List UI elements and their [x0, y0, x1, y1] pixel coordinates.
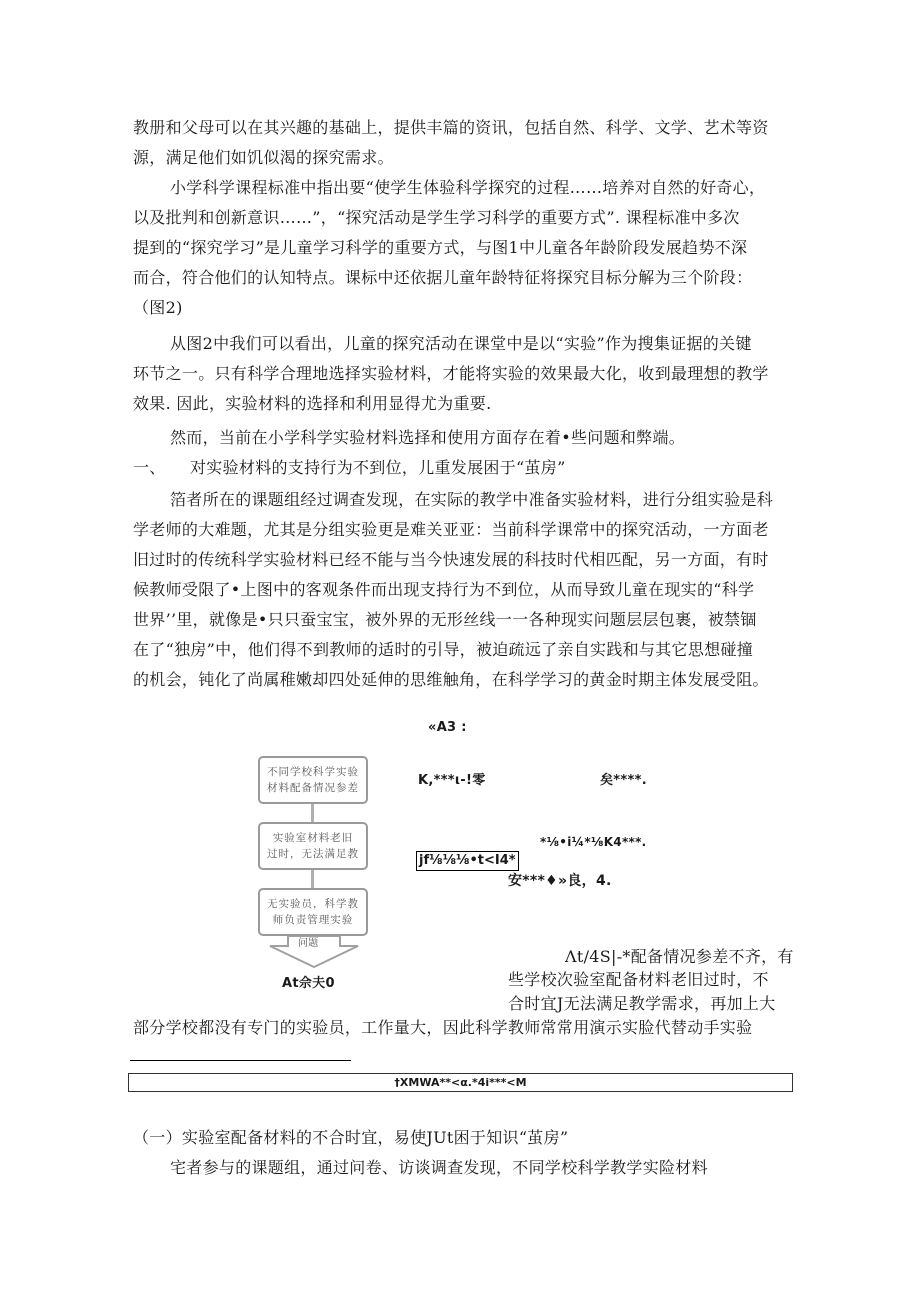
footnote-rule	[130, 1060, 351, 1061]
para3-line1: 从图2中我们可以看出，儿童的探究活动在课堂中是以“实验”作为搜集证据的关键	[170, 334, 752, 353]
para5-line7: 的机会，钝化了尚属稚嫩却四处延伸的思维触角，在科学学习的黄金时期主体发展受阻。	[133, 670, 769, 689]
flow-box-3	[258, 888, 368, 936]
para1-line2: 源，满足他们如饥似渴的探究需求。	[133, 148, 394, 167]
para4: 然而，当前在小学科学实验材料选择和使用方面存在着•些问题和弊端。	[170, 428, 686, 447]
flow-connector-2	[311, 870, 314, 888]
para2-line3: 提到的“探究学习”是儿童学习科学的重要方式，与图1中儿童各年龄阶段发展趋势不深	[133, 238, 748, 257]
flow-box-2	[258, 822, 368, 870]
flow-box-1	[258, 756, 368, 804]
para2-line4: 而合，符合他们的认知特点。课标中还依据儿童年龄特征将探究目标分解为三个阶段：	[133, 268, 753, 287]
footer-frame	[128, 1073, 793, 1092]
para7: 宅者参与的课题组，通过问卷、访谈调查发现，不同学校科学教学实险材料	[170, 1158, 708, 1177]
para2-line2: 以及批判和创新意识……”，“探究活动是学生学习科学的重要方式”. 课程标准中多次	[133, 208, 740, 227]
flow-bottom-label: At佘夫0	[282, 976, 335, 991]
wrap-line-2: 些学校次验室配备材料老旧过时，不	[508, 970, 769, 989]
flow-box-2-line2: 过时，无法满足教	[267, 848, 359, 860]
garbled-text-4: jf⅛⅛⅛•t<I4*	[416, 851, 519, 871]
wrap-line-1: Λt/4S|-*配备情况参差不齐，有	[565, 947, 794, 966]
para2-line5: （图2)	[133, 298, 183, 317]
para5-line2: 学老师的大难题，尤其是分组实验更是难关亚亚：当前科学课常中的探究活动，一方面老	[133, 520, 769, 539]
heading1-text: 对实验材料的支持行为不到位，儿重发展困于“茧房”	[190, 458, 566, 477]
flow-box-2-line1: 实验室材料老旧	[272, 832, 354, 844]
garbled-text-2: 矣****.	[600, 773, 647, 788]
para5-line5: 世界’’里，就像是•只只蚕宝宝，被外界的无形丝线一一各种现实问题层层包裹，被禁锢	[133, 610, 757, 629]
flow-arrow-label: 问题	[298, 938, 319, 949]
para5-line3: 旧过时的传统科学实验材料已经不能与当今快速发展的科技时代相匹配，另一方面，有时	[133, 550, 769, 569]
para6-last-line: 部分学校都没有专门的实验员，工作量大，因此科学教师常常用演示实脸代替动手实验	[133, 1018, 753, 1037]
garbled-text-3: *⅛•i¼*⅛K4***.	[540, 835, 647, 849]
flow-box-1-line2: 材料配备情况参差	[267, 782, 359, 794]
flow-box-3-line2: 师负责管理实验	[272, 914, 354, 926]
heading1-number: 一、	[133, 458, 166, 477]
para5-line6: 在了“独房”中，他们得不到教师的适时的引导，被迫疏远了亲自实践和与其它思想碰撞	[133, 640, 754, 659]
flow-connector-1	[311, 804, 314, 822]
garbled-text-5: 安***♦»良，4.	[508, 873, 612, 889]
para1-line1: 教册和父母可以在其兴趣的基础上，提供丰篇的资讯，包括自然、科学、文学、艺术等资	[133, 118, 769, 137]
footer-frame-text: †XMWA**<α.*4i***<M	[394, 1076, 527, 1089]
subheading: （一）实验室配备材料的不合时宜，易使JUt困于知识“茧房”	[133, 1128, 569, 1147]
para2-line1: 小学科学课程标准中指出要“使学生体验科学探究的过程……培养对自然的好奇心，	[170, 178, 766, 197]
para3-line2: 环节之一。只有科学合理地选择实验材料，才能将实验的效果最大化，收到最理想的教学	[133, 364, 769, 383]
flow-box-1-line1: 不同学校科学实验	[267, 766, 359, 778]
para5-line1: 箔者所在的课题组经过调查发现，在实际的教学中准备实验材料，进行分组实验是科	[170, 490, 774, 509]
figure-caption: «A3 :	[428, 720, 467, 735]
flow-box-3-line1: 无实验员，科学教	[267, 898, 359, 910]
para3-line3: 效果. 因此，实验材料的选择和利用显得尤为重要.	[133, 394, 492, 413]
para5-line4: 候教师受限了•上图中的客观条件而出现支持行为不到位，从而导致儿童在现实的“科学	[133, 580, 755, 599]
wrap-line-3: 合时宜J无法满足教学需求，再加上大	[508, 994, 776, 1013]
garbled-text-1: K,***ι-!零	[418, 773, 486, 788]
